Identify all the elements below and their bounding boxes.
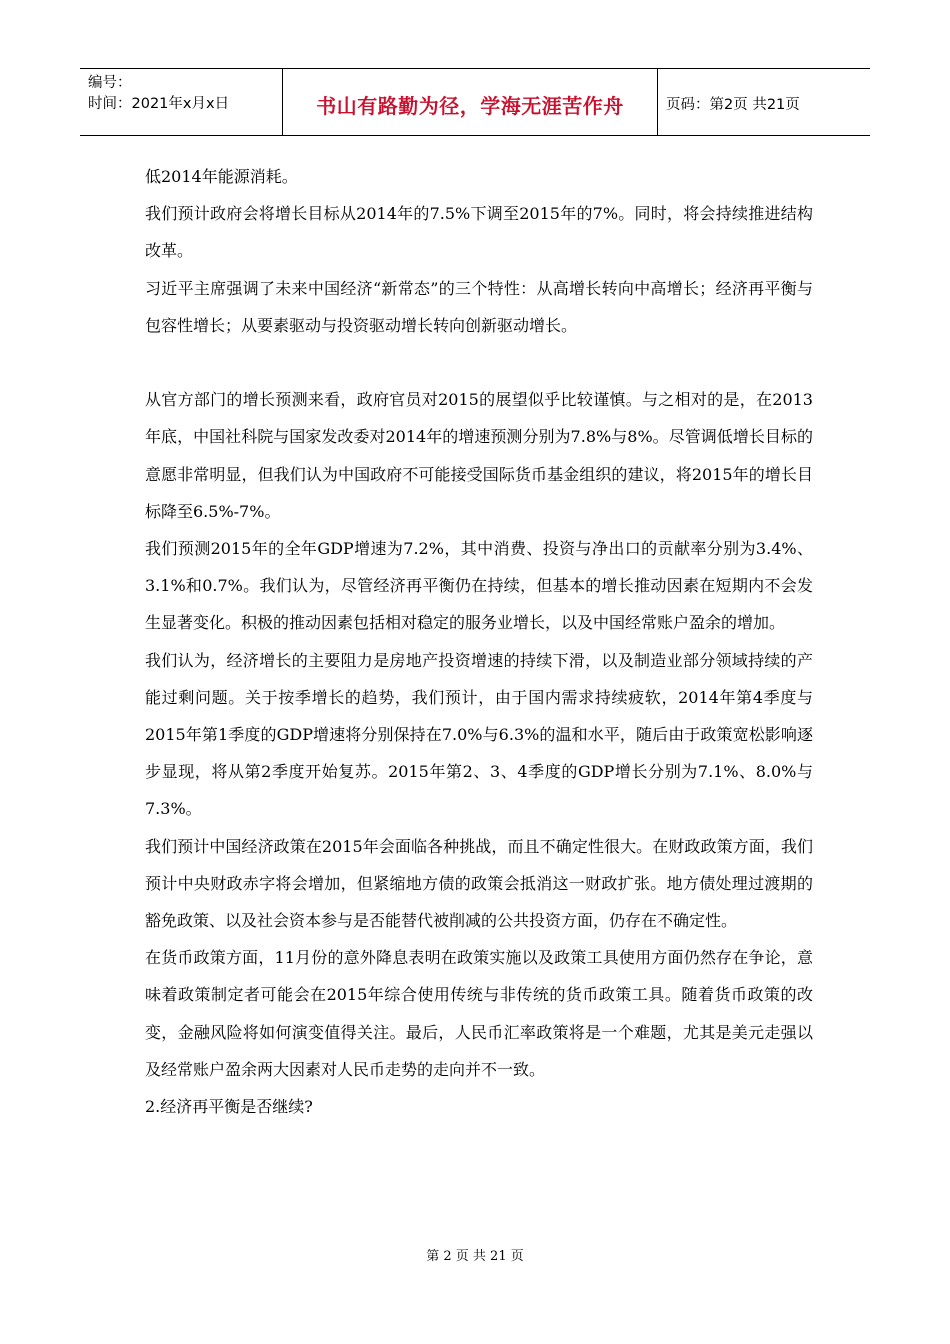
- page-footer: 第 2 页 共 21 页: [426, 1249, 524, 1264]
- paragraph: 习近平主席强调了未来中国经济“新常态”的三个特性：从高增长转向中高增长；经济再平衡与包容性增长；从要素驱动与投资驱动增长转向创新驱动增长。: [145, 278, 813, 335]
- paragraph: 在货币政策方面，11月份的意外降息表明在政策实施以及政策工具使用方面仍然存在争论，意味着政策制定者可能会在2015年综合使用传统与非传统的货币政策工具。随着货币政策的改变，金融风险将如何演变值得关注。最后，人民币汇率政策将是一个难题，尤其是美元走强以及经常账户盈余两大因素对人民币走势的走向并不一致。: [145, 948, 813, 1079]
- document-time-label: 时间：2021年x月x日: [88, 96, 230, 112]
- paragraph: 从官方部门的增长预测来看，政府官员对2015的展望似乎比较谨慎。与之相对的是，在2013年底，中国社科院与国家发改委对2014年的增速预测分别为7.8%与8%。尽管调低增长目标的意愿非常明显，但我们认为中国政府不可能接受国际货币基金组织的建议，将2015年的增长目标降至6.5%-7%。: [145, 390, 813, 521]
- paragraph: 低2014年能源消耗。: [145, 167, 298, 186]
- page-header: [80, 68, 870, 136]
- header-meta: [80, 69, 283, 135]
- header-page-info: 页码：第2页 共21页: [666, 96, 800, 113]
- paragraph: 我们预计政府会将增长目标从2014年的7.5%下调至2015年的7%。同时，将会持续推进结构改革。: [145, 204, 813, 261]
- section-heading: 2.经济再平衡是否继续?: [145, 1097, 313, 1117]
- document-body: [145, 158, 813, 1125]
- paragraph: 我们认为，经济增长的主要阻力是房地产投资增速的持续下滑，以及制造业部分领域持续的产能过剩问题。关于按季增长的趋势，我们预计，由于国内需求持续疲软，2014年第4季度与2015年第1季度的GDP增速将分别保持在7.0%与6.3%的温和水平，随后由于政策宽松影响逐步显现，将从第2季度开始复苏。2015年第2、3、4季度的GDP增长分别为7.1%、8.0%与7.3%。: [145, 650, 813, 819]
- document-number-label: 编号：: [88, 75, 132, 91]
- paragraph: 我们预计中国经济政策在2015年会面临各种挑战，而且不确定性很大。在财政政策方面，我们预计中央财政赤字将会增加，但紧缩地方债的政策会抵消这一财政扩张。地方债处理过渡期的豁免政策、以及社会资本参与是否能替代被削减的公共投资方面，仍存在不确定性。: [145, 836, 813, 931]
- paragraph: 我们预测2015年的全年GDP增速为7.2%，其中消费、投资与净出口的贡献率分别为3.4%、3.1%和0.7%。我们认为，尽管经济再平衡仍在持续，但基本的增长推动因素在短期内不会发生显著变化。积极的推动因素包括相对稳定的服务业增长，以及中国经常账户盈余的增加。: [145, 539, 813, 633]
- header-motto: 书山有路勤为径，学海无涯苦作舟: [283, 69, 658, 135]
